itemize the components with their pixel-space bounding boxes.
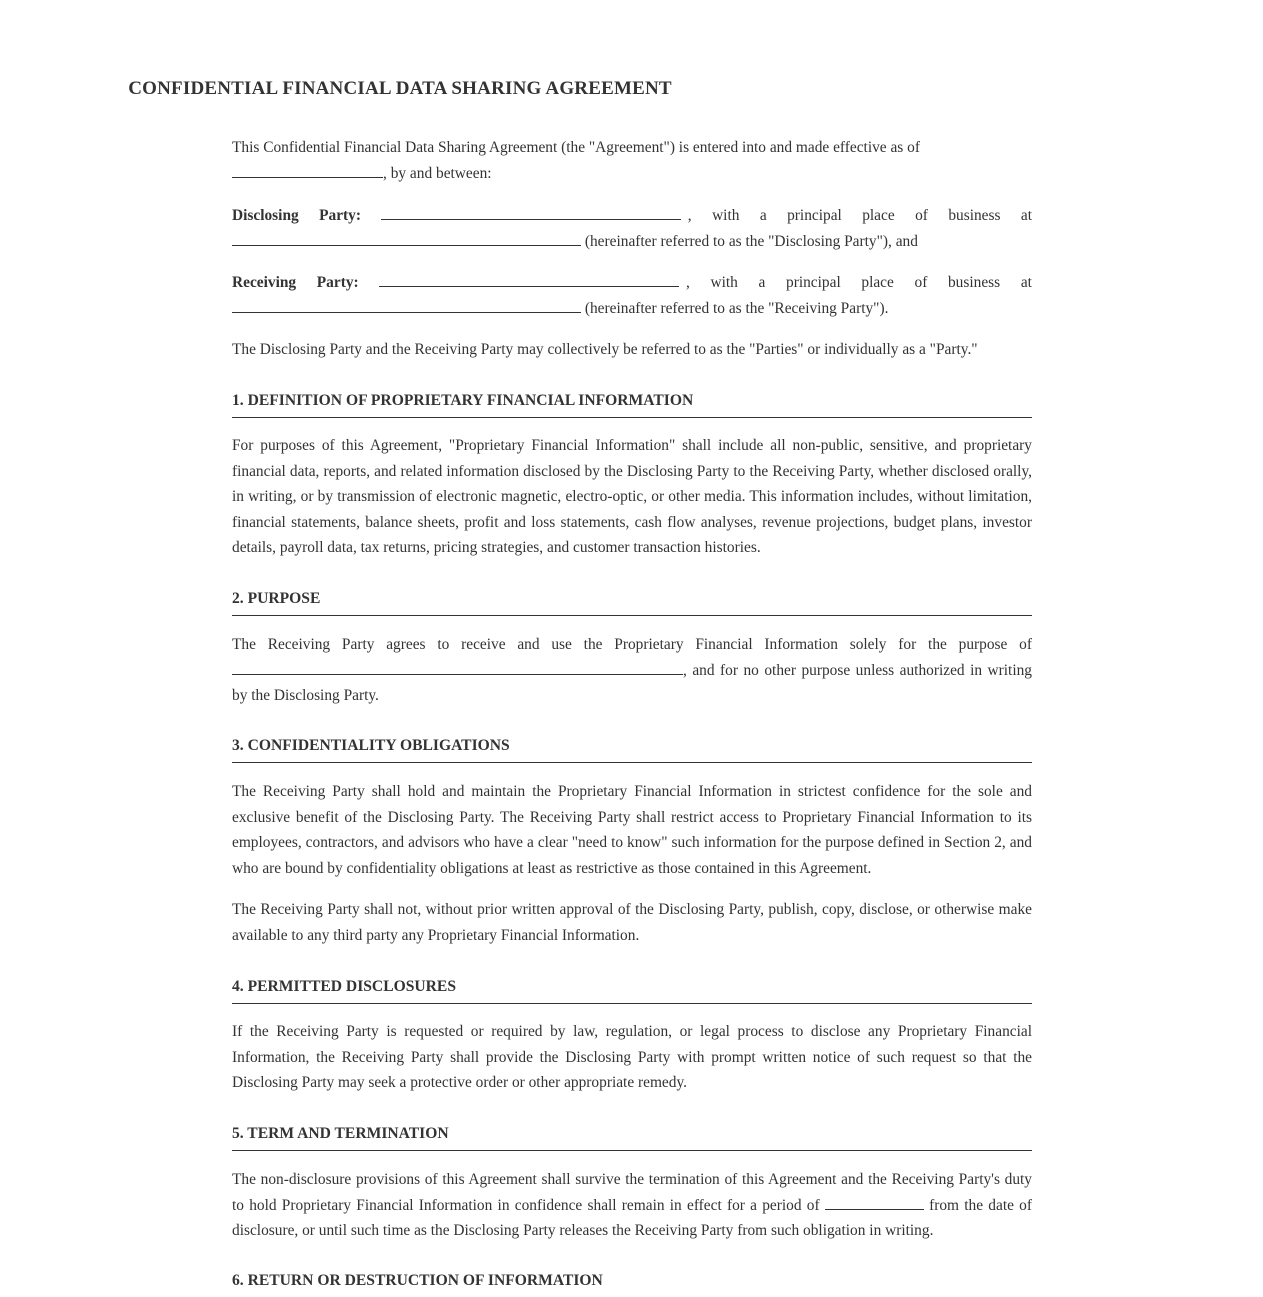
- receiving-word: place: [861, 274, 894, 291]
- purpose-blank[interactable]: [232, 659, 683, 675]
- section-3-heading: 3. CONFIDENTIALITY OBLIGATIONS: [232, 736, 1032, 763]
- document-title: CONFIDENTIAL FINANCIAL DATA SHARING AGREEMENT: [128, 78, 672, 99]
- disclosing-tail: (hereinafter referred to as the "Disclosing Party"), and: [584, 232, 918, 250]
- section-3-text-1: The Receiving Party shall hold and maintain the Proprietary Financial Information in strictest confidence for the sole and exclusive benefit of the Disclosing Party. The Receiving Party shall restrict access to Proprietary Financial Information to its employees, contractors, and advisors who have a clear "need to know" such information for the purpose defined in Section 2, and who are bound by confidentiality obligations at least as restrictive as those contained in this Agreement.: [232, 783, 1032, 877]
- receiving-word: at: [1020, 274, 1032, 291]
- section-2-heading: 2. PURPOSE: [232, 589, 1032, 616]
- section-2-body: [232, 632, 1032, 709]
- disclosing-word: principal: [787, 207, 842, 224]
- section-4-heading: 4. PERMITTED DISCLOSURES: [232, 977, 1032, 1004]
- section-2-text-end: , and for no other purpose unless authorized in writing by the Disclosing Party.: [232, 661, 1032, 705]
- section-5-text: The non-disclosure provisions of this Agreement shall survive the termination of this Agreement and the Receiving Party's duty to hold Proprietary Financial Information in confidence shall remain in effect for a period of: [232, 1171, 1032, 1214]
- disclosing-word: at: [1020, 207, 1032, 224]
- disclosing-word: ,: [687, 207, 692, 224]
- term-period-blank[interactable]: [825, 1194, 924, 1210]
- receiving-word: with: [710, 274, 738, 291]
- section-3-text-2: The Receiving Party shall not, without prior written approval of the Disclosing Party, publish, copy, disclose, or otherwise make available to any third party any Proprietary Financial Information.: [232, 901, 1032, 944]
- receiving-address-blank[interactable]: [232, 297, 581, 313]
- collective-paragraph: [232, 337, 1032, 363]
- disclosing-address-blank[interactable]: [232, 230, 581, 246]
- section-3-body-2: [232, 897, 1032, 948]
- effective-date-blank[interactable]: [232, 162, 383, 178]
- section-4-text: If the Receiving Party is requested or required by law, regulation, or legal process to disclose any Proprietary Financial Information, the Receiving Party shall provide the Disclosing Party with prompt written notice of such request so that the Disclosing Party may seek a protective order or other appropriate remedy.: [232, 1023, 1032, 1092]
- disclosing-word: with: [712, 207, 740, 224]
- disclosing-party-line: [232, 203, 1032, 229]
- section-6-heading: 6. RETURN OR DESTRUCTION OF INFORMATION: [232, 1272, 603, 1289]
- disclosing-word: of: [915, 207, 928, 224]
- receiving-party-name-blank[interactable]: [379, 271, 679, 287]
- receiving-label-2: Party:: [316, 274, 359, 291]
- section-1-body: [232, 433, 1032, 561]
- receiving-tail: (hereinafter referred to as the "Receiving Party").: [584, 299, 889, 317]
- section-2-text: The Receiving Party agrees to receive and use the Proprietary Financial Information solely for the purpose of: [232, 636, 1032, 653]
- receiving-word: ,: [685, 274, 690, 291]
- receiving-word: a: [758, 274, 766, 291]
- receiving-word: principal: [786, 274, 841, 291]
- disclosing-party-name-blank[interactable]: [381, 204, 681, 220]
- section-4-body: [232, 1019, 1032, 1096]
- section-5-text-end: from the date of disclosure, or until such time as the Disclosing Party releases the Receiving Party from such obligation in writing.: [232, 1196, 1033, 1240]
- section-3-body-1: [232, 779, 1032, 881]
- section-5-body: [232, 1167, 1032, 1244]
- receiving-party-block: [232, 270, 1032, 321]
- receiving-word: business: [947, 274, 1001, 291]
- receiving-word: of: [914, 274, 928, 291]
- section-1-text: For purposes of this Agreement, "Proprietary Financial Information" shall include all non-public, sensitive, and proprietary financial data, reports, and related information disclosed by the Disclosing Party to the Receiving Party, whether disclosed orally, in writing, or by transmission of electronic magnetic, electro-optic, or other media. This information includes, without limitation, financial statements, balance sheets, profit and loss statements, cash flow analyses, revenue projections, budget plans, investor details, payroll data, tax returns, pricing strategies, and customer transaction histories.: [232, 437, 1032, 557]
- intro-paragraph: [232, 135, 1032, 186]
- disclosing-label-1: Disclosing: [232, 207, 299, 224]
- section-1-heading: 1. DEFINITION OF PROPRIETARY FINANCIAL INFORMATION: [232, 391, 1032, 418]
- intro-text-end: , by and between:: [383, 164, 492, 182]
- disclosing-label-2: Party:: [319, 207, 361, 224]
- intro-text: This Confidential Financial Data Sharing Agreement (the "Agreement") is entered into and made effective as of: [232, 139, 920, 156]
- disclosing-word: place: [862, 207, 895, 224]
- disclosing-word: a: [759, 207, 767, 224]
- collective-text: The Disclosing Party and the Receiving Party may collectively be referred to as the "Parties" or individually as a "Party.": [232, 341, 978, 358]
- receiving-label-1: Receiving: [232, 274, 297, 291]
- disclosing-word: business: [948, 207, 1001, 224]
- disclosing-party-block: [232, 203, 1032, 254]
- receiving-party-line: [232, 270, 1032, 296]
- section-5-heading: 5. TERM AND TERMINATION: [232, 1124, 1032, 1151]
